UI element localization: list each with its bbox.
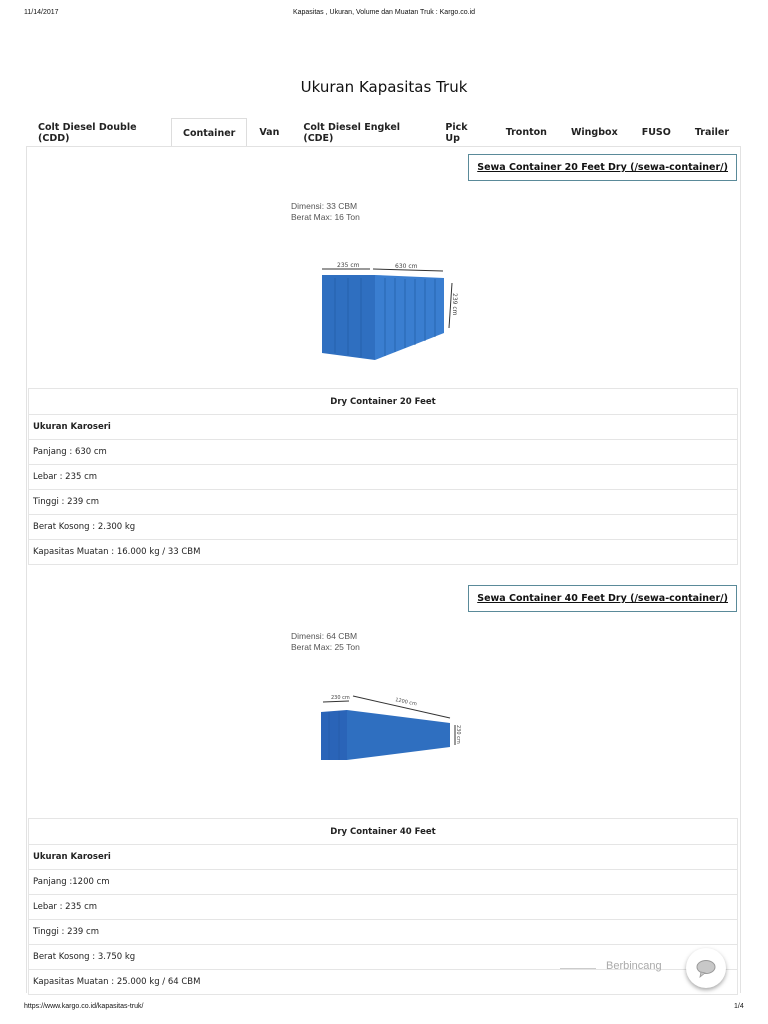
table-row: Tinggi : 239 cm <box>29 489 737 514</box>
table-row: Panjang : 630 cm <box>29 439 737 464</box>
container-20-image <box>315 258 465 363</box>
container-40-image <box>315 690 470 760</box>
table-row: Berat Kosong : 3.750 kg <box>29 944 737 969</box>
rent-container-20-link[interactable]: Sewa Container 20 Feet Dry (/sewa-container/) <box>468 154 737 181</box>
page-number: 1/4 <box>734 1003 744 1010</box>
chat-button[interactable] <box>686 948 726 988</box>
chat-divider <box>560 968 596 969</box>
tab-cdd[interactable]: Colt Diesel Double (CDD) <box>38 121 137 144</box>
height-label: 230 cm <box>455 725 461 744</box>
container-40-specs <box>291 631 360 653</box>
tab-fuso[interactable]: FUSO <box>641 127 671 138</box>
table-row: Kapasitas Muatan : 16.000 kg / 33 CBM <box>29 539 737 564</box>
print-date: 11/14/2017 <box>24 9 59 16</box>
table-row: Panjang :1200 cm <box>29 869 737 894</box>
container-20-specs <box>291 201 360 223</box>
tab-cde[interactable]: Colt Diesel Engkel (CDE) <box>303 121 401 144</box>
table-row: Lebar : 235 cm <box>29 464 737 489</box>
tab-container[interactable]: Container <box>171 118 247 147</box>
dimensi-text: Dimensi: 64 CBM <box>291 631 358 641</box>
print-url: https://www.kargo.co.id/kapasitas-truk/ <box>24 1003 144 1010</box>
table-row: Berat Kosong : 2.300 kg <box>29 514 737 539</box>
tab-tronton[interactable]: Tronton <box>505 127 547 138</box>
berat-text: Berat Max: 16 Ton <box>291 212 360 222</box>
chat-bubble-icon <box>695 958 717 978</box>
tab-pickup[interactable]: Pick Up <box>445 121 468 144</box>
length-label: 630 cm <box>395 263 418 270</box>
table-title: Dry Container 20 Feet <box>330 396 436 407</box>
table-row: Tinggi : 239 cm <box>29 919 737 944</box>
berat-text: Berat Max: 25 Ton <box>291 642 360 652</box>
table-row: Lebar : 235 cm <box>29 894 737 919</box>
dimensi-text: Dimensi: 33 CBM <box>291 201 358 211</box>
tab-bar <box>26 118 741 147</box>
width-label: 230 cm <box>331 695 350 701</box>
table-section: Ukuran Karoseri <box>29 414 737 439</box>
chat-widget[interactable] <box>560 946 740 992</box>
height-label: 239 cm <box>451 293 458 316</box>
chat-label[interactable]: Berbincang <box>606 960 662 972</box>
table-row: Kapasitas Muatan : 25.000 kg / 64 CBM <box>29 969 737 994</box>
rent-container-40-link[interactable]: Sewa Container 40 Feet Dry (/sewa-container/) <box>468 585 737 612</box>
print-title: Kapasitas , Ukuran, Volume dan Muatan Truk : Kargo.co.id <box>292 9 476 16</box>
tab-wingbox[interactable]: Wingbox <box>570 127 618 138</box>
width-label: 235 cm <box>337 262 360 269</box>
length-label: 1200 cm <box>394 697 418 708</box>
tab-van[interactable]: Van <box>259 127 280 138</box>
table-section: Ukuran Karoseri <box>29 844 737 869</box>
page-title: Ukuran Kapasitas Truk <box>300 78 468 96</box>
tab-trailer[interactable]: Trailer <box>694 127 730 138</box>
table-title: Dry Container 40 Feet <box>330 826 436 837</box>
container-20-table <box>28 388 738 565</box>
